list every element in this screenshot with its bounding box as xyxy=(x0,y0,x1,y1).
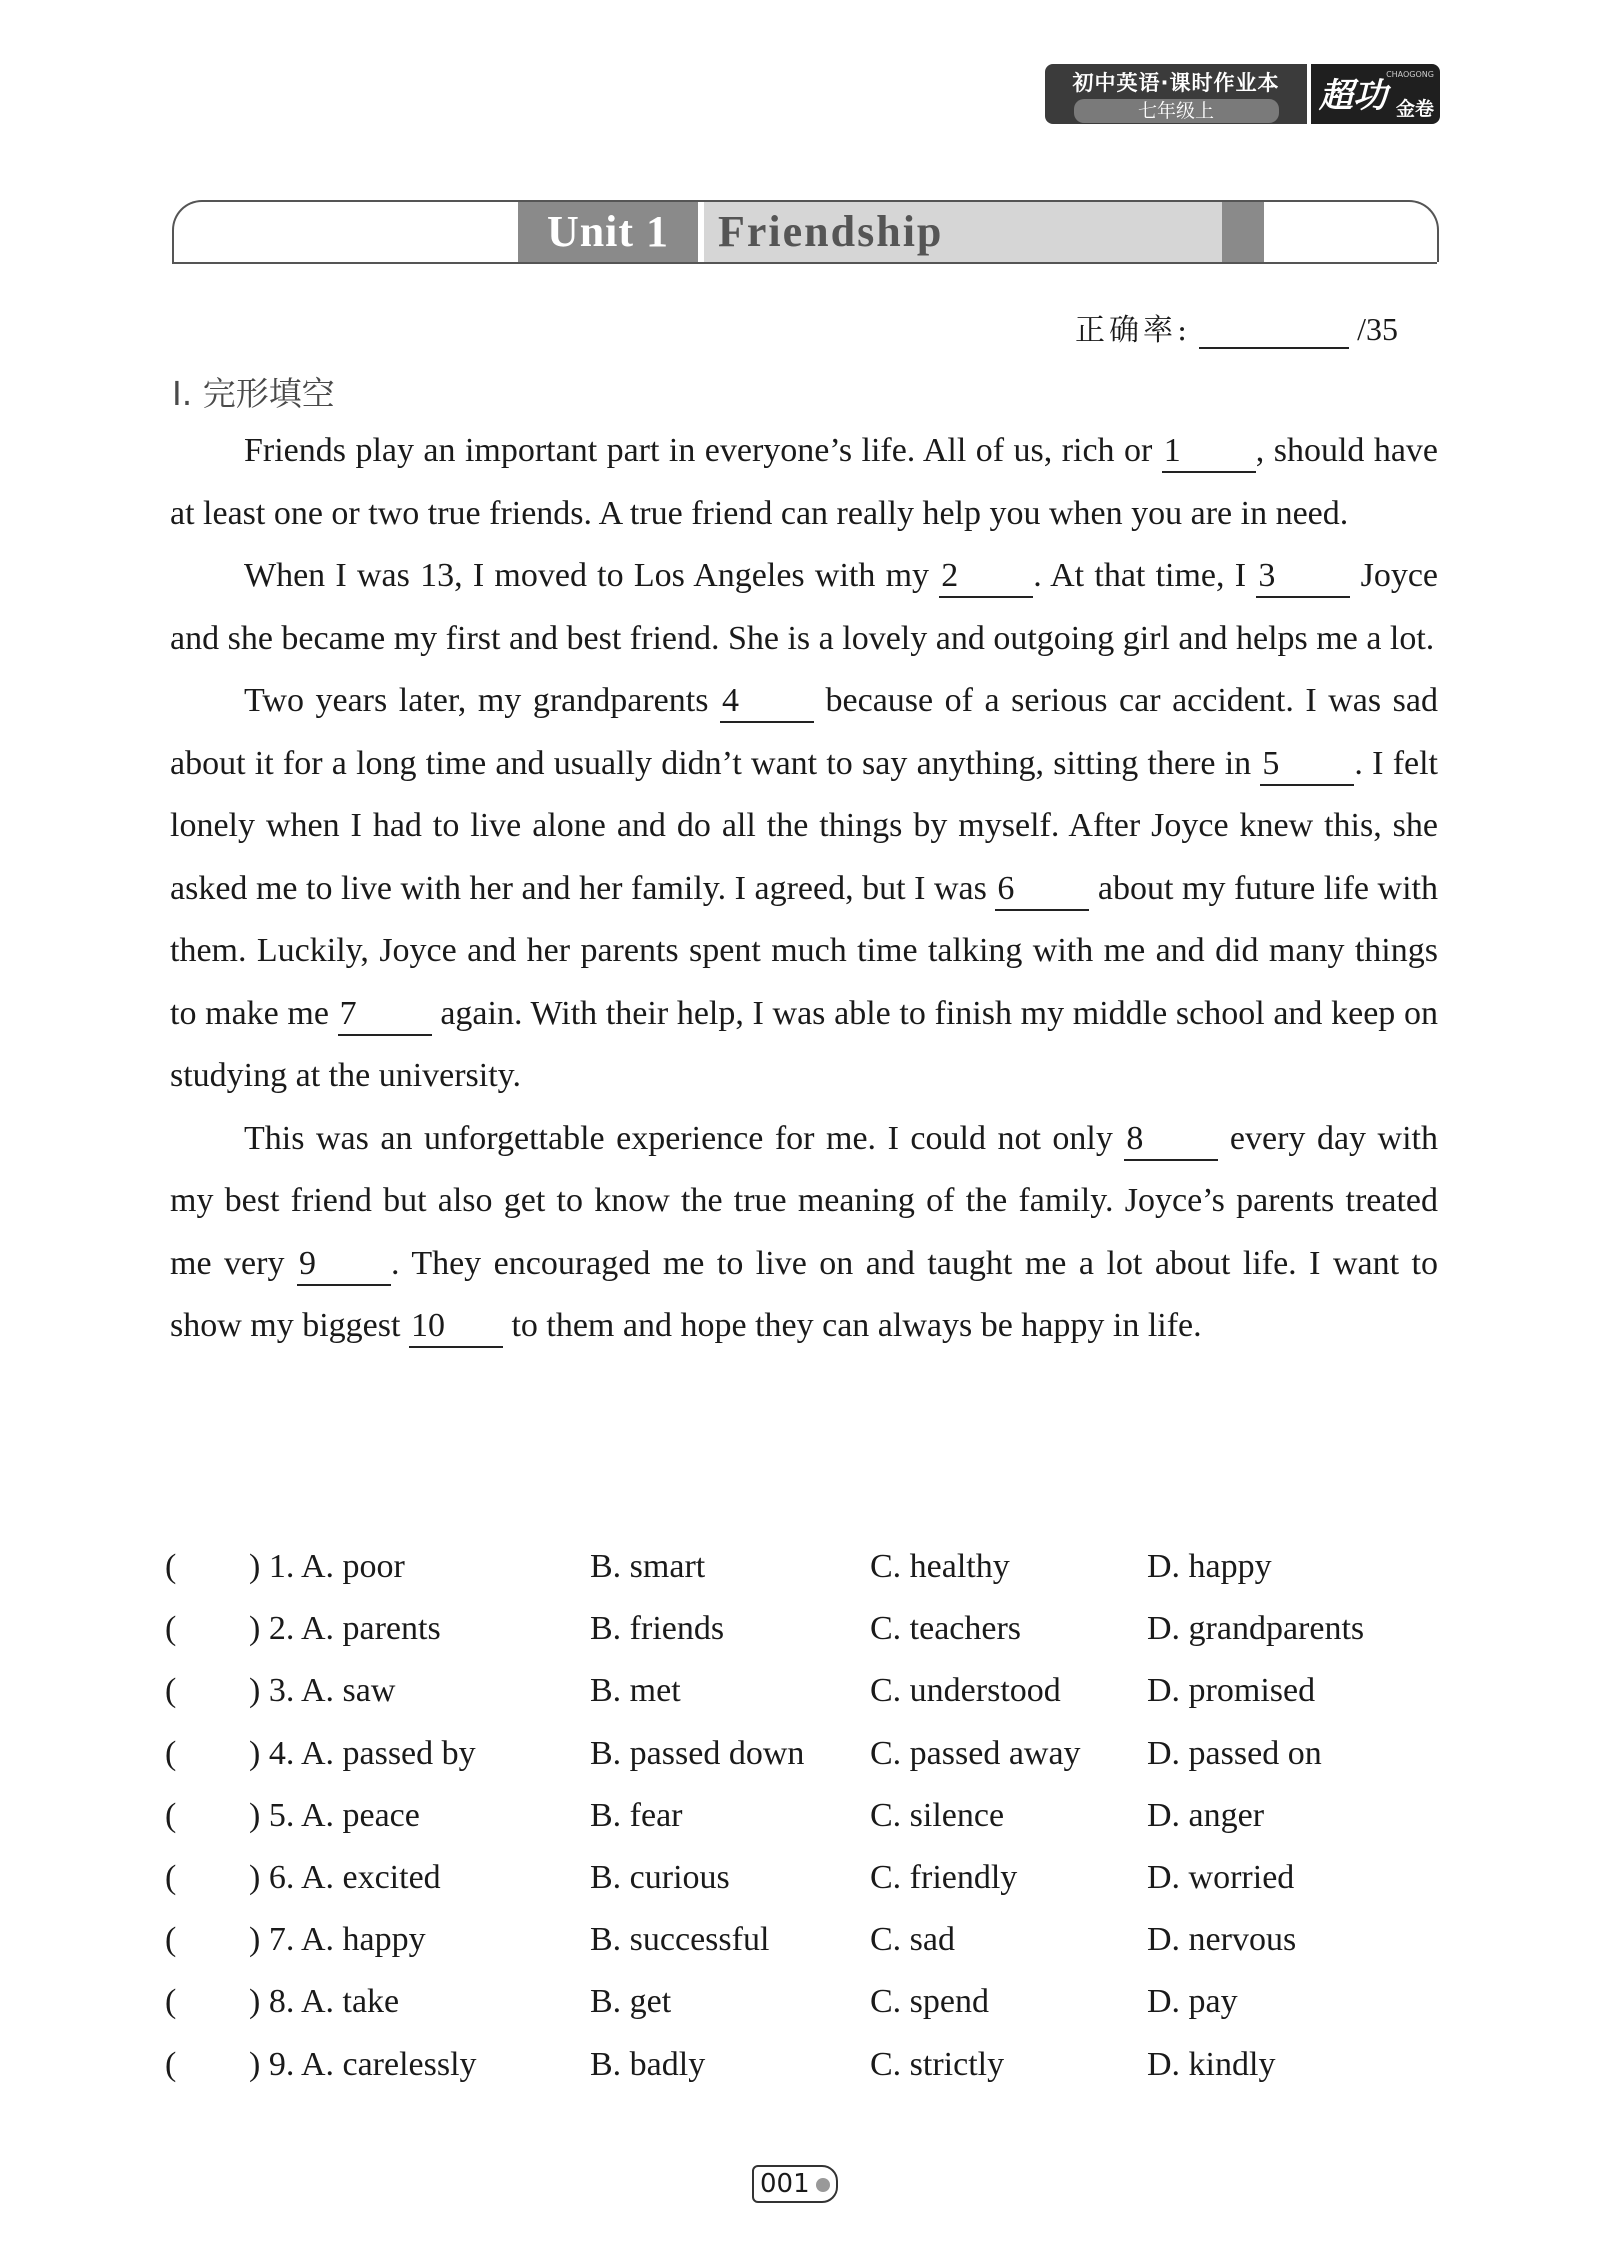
passage-text: because of a serious car accident. I was sad about it for a long time and usually didn’t want to say anything, sitting there in xyxy=(170,682,1438,782)
blank-6[interactable]: 6 xyxy=(995,869,1089,911)
option-c[interactable]: C. silence xyxy=(870,1796,1005,1834)
option-a[interactable]: ) 4. A. passed by xyxy=(249,1734,476,1772)
answer-paren[interactable]: ( xyxy=(165,1610,177,1648)
grade-label: 七年级上 xyxy=(1074,99,1279,123)
answer-paren[interactable]: ( xyxy=(165,1796,177,1834)
passage-text: This was an unforgettable experience for me. I could not only xyxy=(244,1119,1125,1157)
option-a[interactable]: ) 1. A. poor xyxy=(249,1548,405,1585)
option-c[interactable]: C. friendly xyxy=(870,1858,1018,1896)
brand-tiny-text: CHAOGONG xyxy=(1386,70,1434,79)
option-a[interactable]: ) 7. A. happy xyxy=(249,1921,426,1959)
answer-paren[interactable]: ( xyxy=(165,2045,177,2083)
blank-5[interactable]: 5 xyxy=(1260,744,1354,786)
passage-text: Friends play an important part in everyone’s life. All of us, rich or xyxy=(244,432,1162,469)
option-b[interactable]: B. met xyxy=(590,1672,681,1710)
passage-text: again. With their help, I was able to finish my middle school and keep on studying at the university. xyxy=(170,994,1438,1094)
question-row-5 xyxy=(165,1797,1445,1859)
option-d[interactable]: D. passed on xyxy=(1147,1734,1322,1772)
question-row-7 xyxy=(165,1921,1445,1983)
unit-title: Friendship xyxy=(704,202,1222,262)
option-b[interactable]: B. get xyxy=(590,1983,672,2021)
page-number xyxy=(752,2165,838,2203)
option-c[interactable]: C. understood xyxy=(870,1672,1061,1710)
option-d[interactable]: D. anger xyxy=(1147,1796,1265,1834)
brand-sub-text: 金卷 xyxy=(1395,98,1434,120)
answer-options xyxy=(165,1548,1445,2108)
option-d[interactable]: D. nervous xyxy=(1147,1921,1297,1959)
blank-9[interactable]: 9 xyxy=(297,1244,391,1286)
paragraph-3 xyxy=(170,670,1438,1108)
answer-paren[interactable]: ( xyxy=(165,1921,177,1959)
question-row-3 xyxy=(165,1672,1445,1734)
option-b[interactable]: B. friends xyxy=(590,1610,725,1648)
passage-text: When I was 13, I moved to Los Angeles with my xyxy=(244,557,940,594)
series-badge xyxy=(1045,64,1440,124)
accuracy-blank[interactable] xyxy=(1199,317,1349,349)
answer-paren[interactable]: ( xyxy=(165,1734,177,1772)
question-row-1 xyxy=(165,1548,1445,1610)
option-d[interactable]: D. kindly xyxy=(1147,2045,1276,2083)
unit-banner xyxy=(172,200,1437,262)
option-b[interactable]: B. successful xyxy=(590,1921,770,1959)
accuracy-label: 正确率: xyxy=(1075,313,1192,348)
option-a[interactable]: ) 6. A. excited xyxy=(249,1858,441,1896)
blank-1[interactable]: 1 xyxy=(1162,431,1256,473)
option-d[interactable]: D. promised xyxy=(1147,1672,1316,1710)
option-c[interactable]: C. strictly xyxy=(870,2045,1005,2083)
answer-paren[interactable]: ( xyxy=(165,1672,177,1710)
option-c[interactable]: C. sad xyxy=(870,1921,955,1959)
passage-text: . At that time, I xyxy=(1033,557,1257,594)
option-d[interactable]: D. happy xyxy=(1147,1548,1272,1585)
option-b[interactable]: B. fear xyxy=(590,1796,683,1834)
passage-text: . I felt lonely when I had to live alone and do all the things by myself. After Joyce knew this, she asked me to live with her and her family. I agreed, but I was xyxy=(170,744,1438,907)
option-b[interactable]: B. passed down xyxy=(590,1734,805,1772)
passage-text: every day with my best friend but also get to know the true meaning of the family. Joyce’s parents treated me very xyxy=(170,1119,1438,1282)
question-row-8 xyxy=(165,1983,1445,2045)
passage-text: , should have at least one or two true friends. A true friend can really help you when you are in need. xyxy=(170,432,1439,532)
page-dot-icon xyxy=(816,2178,830,2192)
banner-end-block xyxy=(1222,202,1264,262)
question-row-6 xyxy=(165,1859,1445,1921)
paragraph-4 xyxy=(170,1108,1438,1358)
series-label xyxy=(1045,64,1307,124)
option-b[interactable]: B. smart xyxy=(590,1548,706,1585)
blank-10[interactable]: 10 xyxy=(409,1306,503,1348)
series-title: 初中英语·课时作业本 xyxy=(1072,71,1280,95)
question-row-2 xyxy=(165,1610,1445,1672)
option-c[interactable]: C. passed away xyxy=(870,1734,1081,1772)
page-number-box xyxy=(752,2165,838,2203)
passage-text: about my future life with them. Luckily, Joyce and her parents spent much time talking with me and did many things to make me xyxy=(170,869,1438,1032)
option-d[interactable]: D. pay xyxy=(1147,1983,1238,2021)
option-c[interactable]: C. spend xyxy=(870,1983,989,2021)
question-row-9 xyxy=(165,2046,1445,2108)
brand-logo xyxy=(1311,64,1440,124)
option-a[interactable]: ) 8. A. take xyxy=(249,1983,400,2021)
answer-paren[interactable]: ( xyxy=(165,1858,177,1896)
option-b[interactable]: B. badly xyxy=(590,2045,706,2083)
answer-paren[interactable]: ( xyxy=(165,1548,177,1585)
option-c[interactable]: C. teachers xyxy=(870,1610,1022,1648)
brand-logo-text: 超功 xyxy=(1319,76,1387,116)
blank-7[interactable]: 7 xyxy=(338,994,432,1036)
option-d[interactable]: D. worried xyxy=(1147,1858,1295,1896)
blank-4[interactable]: 4 xyxy=(720,681,814,723)
section-heading: I. 完形填空 xyxy=(172,374,335,413)
passage-text: to them and hope they can always be happy in life. xyxy=(502,1307,1202,1344)
paragraph-1 xyxy=(170,420,1438,545)
question-row-4 xyxy=(165,1735,1445,1797)
option-a[interactable]: ) 2. A. parents xyxy=(249,1610,441,1648)
option-d[interactable]: D. grandparents xyxy=(1147,1610,1365,1648)
passage-text: . They encouraged me to live on and taught me a lot about life. I want to show my biggest xyxy=(170,1244,1438,1344)
accuracy-total: /35 xyxy=(1357,311,1398,347)
cloze-passage xyxy=(170,420,1438,1358)
option-a[interactable]: ) 3. A. saw xyxy=(249,1672,396,1710)
passage-text: Joyce and she became my first and best friend. She is a lovely and outgoing girl and helps me a lot. xyxy=(170,557,1438,657)
page-number-text: 001 xyxy=(760,2169,810,2199)
option-b[interactable]: B. curious xyxy=(590,1858,730,1896)
answer-paren[interactable]: ( xyxy=(165,1983,177,2021)
unit-label: Unit 1 xyxy=(518,202,698,262)
paragraph-2 xyxy=(170,545,1438,670)
blank-2[interactable]: 2 xyxy=(939,556,1033,598)
blank-3[interactable]: 3 xyxy=(1256,556,1350,598)
option-a[interactable]: ) 5. A. peace xyxy=(249,1796,420,1834)
banner-baseline xyxy=(172,262,1437,264)
accuracy-line xyxy=(1075,305,1398,349)
passage-text: Two years later, my grandparents xyxy=(244,682,720,719)
blank-8[interactable]: 8 xyxy=(1124,1119,1218,1161)
option-a[interactable]: ) 9. A. carelessly xyxy=(249,2045,477,2083)
option-c[interactable]: C. healthy xyxy=(870,1548,1010,1585)
